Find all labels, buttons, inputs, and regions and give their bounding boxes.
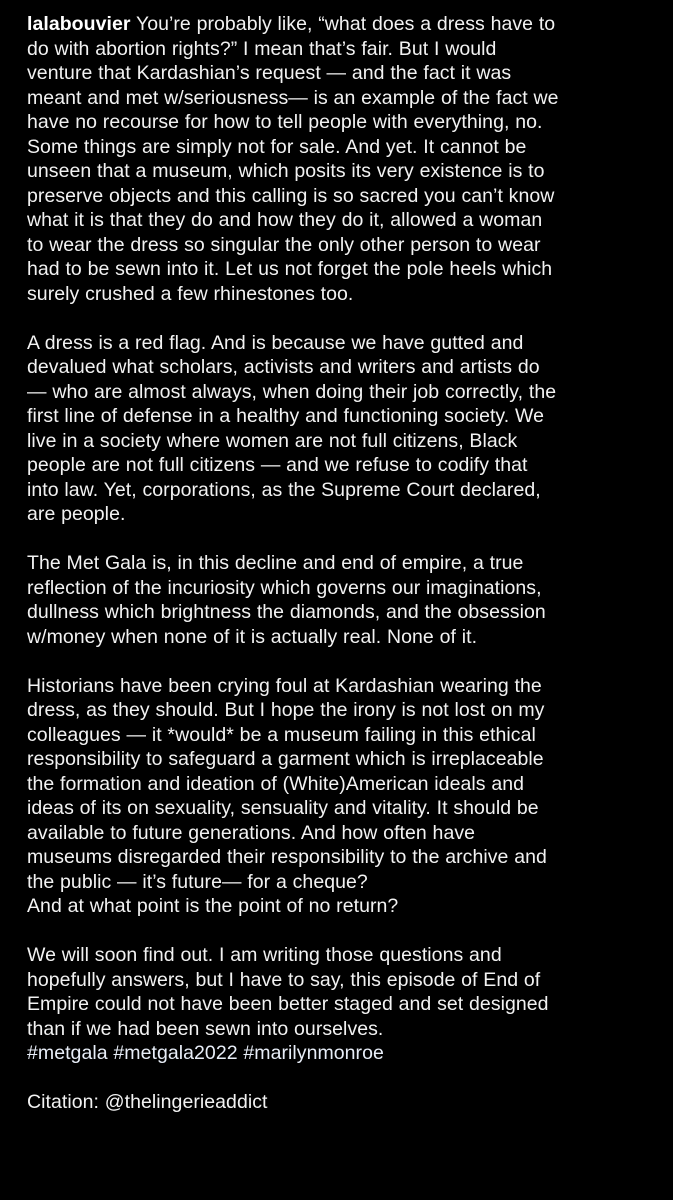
caption-line: Historians have been crying foul at Kardashian wearing the: [27, 674, 542, 697]
caption-line: unseen that a museum, which posits its very existence is to: [27, 160, 545, 182]
caption-line: museums disregarded their responsibility to the archive and: [27, 846, 547, 868]
caption-line: ideas of its on sexuality, sensuality and vitality. It should be: [27, 797, 539, 819]
caption-line: We will soon find out. I am writing those questions and: [27, 944, 502, 966]
hashtag-link[interactable]: #metgala: [27, 1042, 108, 1064]
caption-line: what it is that they do and how they do it, allowed a woman: [27, 209, 543, 231]
caption-body: [27, 12, 667, 1139]
caption-line: responsibility to safeguard a garment which is irreplaceable: [27, 748, 544, 770]
citation-line: [27, 1090, 667, 1115]
caption-line: venture that Kardashian’s request — and the fact it was: [27, 62, 512, 84]
caption-line: [27, 12, 667, 37]
caption-line: surely crushed a few rhinestones too.: [27, 282, 354, 305]
caption-line: do with abortion rights?” I mean that’s fair. But I would: [27, 37, 497, 60]
caption-paragraph-4: [27, 674, 667, 919]
hashtag-link[interactable]: #metgala2022: [113, 1042, 238, 1064]
caption-line: preserve objects and this calling is so sacred you can’t know: [27, 184, 555, 207]
caption-line: are people.: [27, 503, 126, 525]
caption-line: Empire could not have been better staged and set designed: [27, 993, 549, 1015]
caption-line: into law. Yet, corporations, as the Supreme Court declared,: [27, 478, 541, 501]
caption-line: had to be sewn into it. Let us not forget the pole heels which: [27, 258, 553, 280]
caption-line: people are not full citizens — and we refuse to codify that: [27, 454, 528, 476]
hashtag-link[interactable]: #marilynmonroe: [243, 1042, 384, 1064]
caption-line: hopefully answers, but I have to say, this episode of End of: [27, 968, 541, 991]
caption-paragraph-3: [27, 551, 667, 649]
caption-line: the formation and ideation of (White)American ideals and: [27, 772, 524, 795]
hashtag-line: [27, 1041, 667, 1066]
caption-line: And at what point is the point of no return?: [27, 895, 399, 917]
caption-line: The Met Gala is, in this decline and end of empire, a true: [27, 552, 524, 574]
caption-line: devalued what scholars, activists and writers and artists do: [27, 356, 540, 378]
caption-line: w/money when none of it is actually real. None of it.: [27, 625, 478, 648]
citation: [27, 1090, 667, 1115]
caption-line: dress, as they should. But I hope the irony is not lost on my: [27, 699, 545, 721]
caption-line: available to future generations. And how often have: [27, 821, 476, 844]
caption-line: A dress is a red flag. And is because we have gutted and: [27, 331, 524, 354]
caption-line: dullness which brightness the diamonds, and the obsession: [27, 601, 546, 623]
caption-line: colleagues — it *would* be a museum failing in this ethical: [27, 723, 536, 746]
caption-line: first line of defense in a healthy and functioning society. We: [27, 405, 545, 427]
caption-text: You’re probably like, “what does a dress have to: [135, 13, 556, 35]
caption-line: than if we had been sewn into ourselves.: [27, 1017, 384, 1040]
caption-line: the public — it’s future— for a cheque?: [27, 870, 368, 893]
caption-line: live in a society where women are not full citizens, Black: [27, 429, 518, 452]
caption-line: to wear the dress so singular the only other person to wear: [27, 233, 541, 256]
caption-line: — who are almost always, when doing their job correctly, the: [27, 380, 557, 403]
caption-line: reflection of the incuriosity which governs our imaginations,: [27, 576, 542, 599]
caption-line: meant and met w/seriousness— is an example of the fact we: [27, 86, 559, 109]
bottom-edge: [0, 1194, 673, 1200]
mention-link[interactable]: @thelingerieaddict: [104, 1091, 268, 1113]
username-link[interactable]: lalabouvier: [27, 13, 131, 35]
caption-paragraph-2: [27, 331, 667, 527]
caption-paragraph-5: [27, 943, 667, 1066]
citation-label: Citation:: [27, 1091, 99, 1113]
caption-paragraph-1: [27, 12, 667, 306]
caption-line: have no recourse for how to tell people with everything, no.: [27, 111, 543, 133]
caption-line: Some things are simply not for sale. And yet. It cannot be: [27, 135, 527, 158]
